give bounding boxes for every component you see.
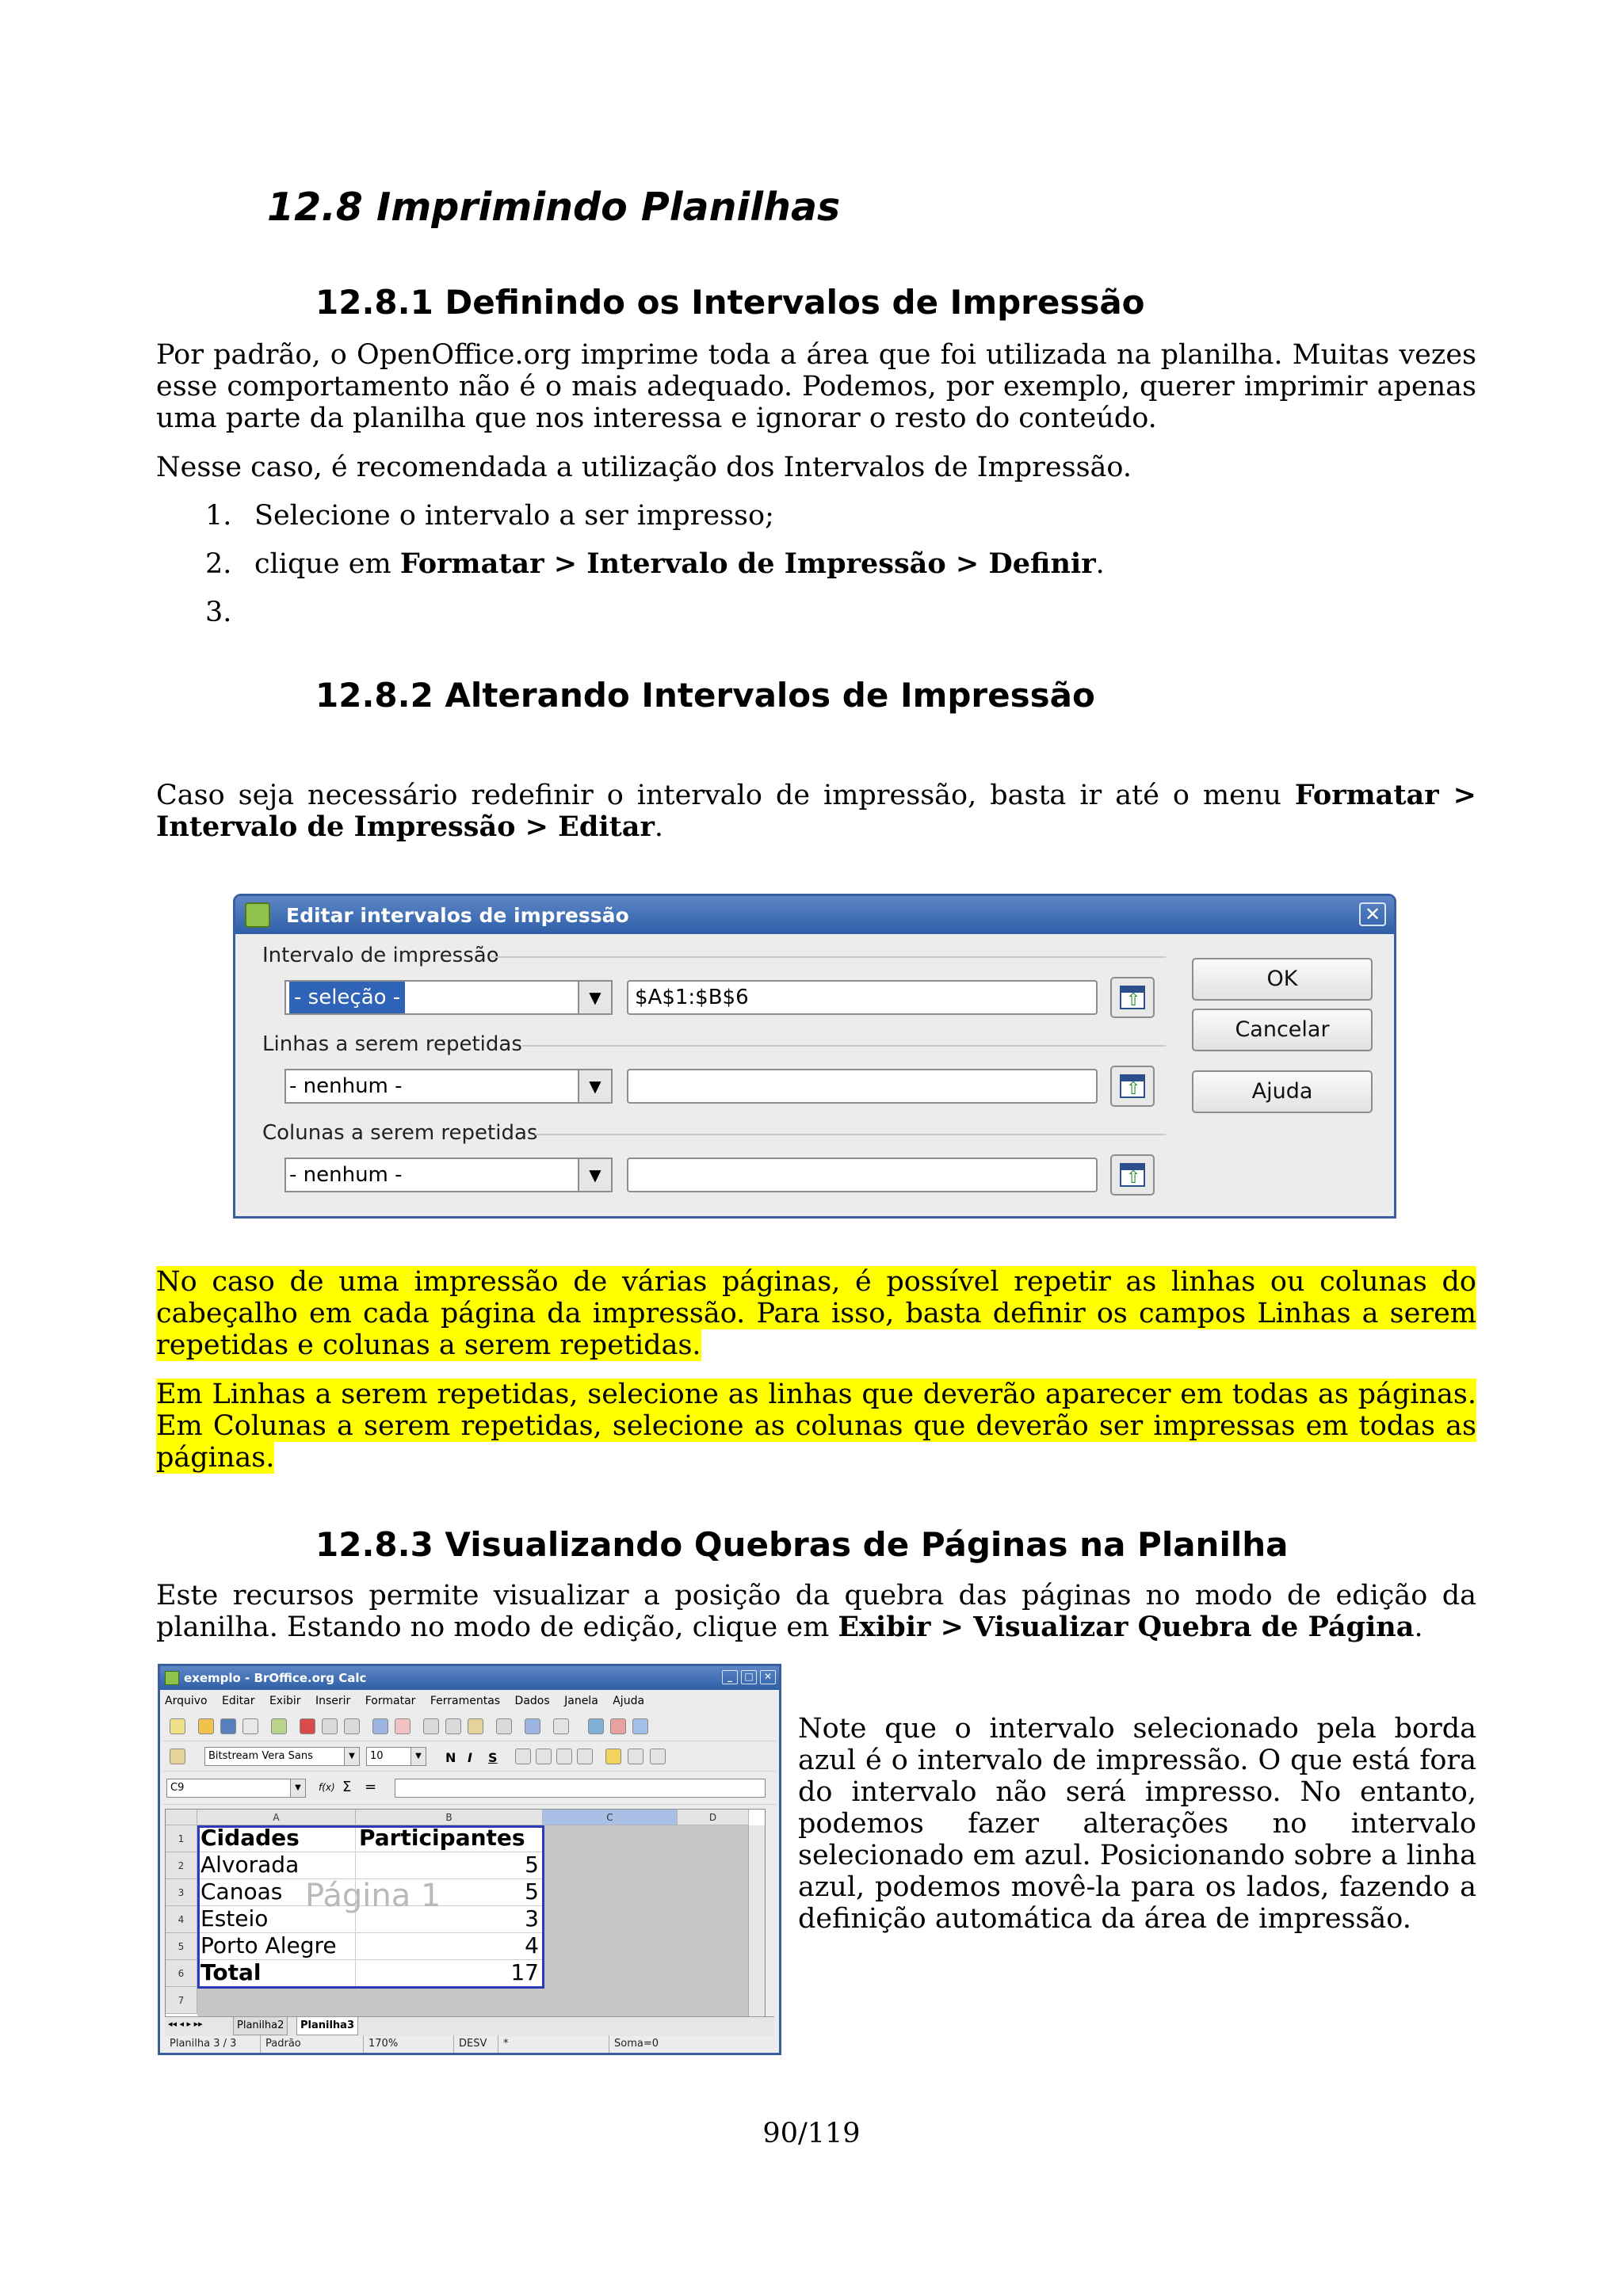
row-header[interactable]: 2 — [166, 1852, 197, 1879]
name-box[interactable]: C9 ▼ — [166, 1779, 306, 1798]
outside-print-area — [197, 1987, 543, 2017]
cut-icon[interactable] — [423, 1718, 439, 1734]
italic-button[interactable]: I — [468, 1750, 472, 1765]
column-header-d[interactable]: D — [678, 1810, 749, 1825]
group-divider — [535, 1134, 1166, 1135]
redo-icon[interactable] — [553, 1718, 569, 1734]
cell-b3[interactable]: 5 — [356, 1879, 543, 1906]
corner-cell[interactable] — [166, 1810, 197, 1825]
cell-b6[interactable]: 17 — [356, 1960, 543, 1987]
menu-ajuda[interactable]: Ajuda — [613, 1695, 645, 1707]
menu-formatar[interactable]: Formatar — [365, 1695, 416, 1707]
print-range-combo[interactable]: - seleção - ▼ — [285, 980, 613, 1015]
function-icon[interactable]: = — [365, 1779, 377, 1795]
status-bar — [165, 2035, 774, 2053]
list-item-2: clique em Formatar > Intervalo de Impressão > Definir. — [254, 547, 1105, 580]
cell-a1[interactable]: Cidades — [197, 1825, 356, 1852]
list-number-1: 1. — [205, 500, 232, 532]
menu-janela[interactable]: Janela — [564, 1695, 598, 1707]
calc-app-icon — [165, 1671, 179, 1685]
print-icon[interactable] — [322, 1718, 338, 1734]
row-header[interactable]: 5 — [166, 1933, 197, 1960]
font-size-combo[interactable]: 10 ▼ — [366, 1747, 426, 1766]
page-number: 90/119 — [762, 2118, 861, 2149]
chevron-down-icon: ▼ — [578, 1070, 611, 1102]
cell-a6[interactable]: Total — [197, 1960, 356, 1987]
menu-dados[interactable]: Dados — [514, 1695, 550, 1707]
page-watermark: Página 1 — [305, 1878, 441, 1914]
auto-spellcheck-icon[interactable] — [395, 1718, 411, 1734]
bold-button[interactable]: N — [445, 1750, 456, 1765]
cell-b4[interactable]: 3 — [356, 1906, 543, 1933]
cancel-button[interactable]: Cancelar — [1192, 1009, 1373, 1051]
spellcheck-icon[interactable] — [372, 1718, 388, 1734]
chevron-down-icon: ▼ — [411, 1748, 426, 1765]
column-header-c[interactable]: C — [543, 1810, 678, 1825]
paragraph-s1-p2: Nesse caso, é recomendada a utilização dos Intervalos de Impressão. — [156, 452, 1132, 483]
mail-icon[interactable] — [242, 1718, 258, 1734]
tab-planilha3[interactable]: Planilha3 — [296, 2017, 358, 2035]
list-number-2: 2. — [205, 548, 232, 580]
paragraph-s1-p1: Por padrão, o OpenOffice.org imprime toda a área que foi utilizada na planilha. Muitas vezes esse comportamento não é o mais adequado. Podemos, por exemplo, querer imprimir apenas uma parte da planilha que nos interessa e ignorar o resto do conteúdo. — [156, 339, 1476, 434]
menu-arquivo[interactable]: Arquivo — [165, 1695, 208, 1707]
shrink-icon — [1120, 1074, 1145, 1098]
repeat-rows-input[interactable] — [627, 1069, 1098, 1104]
repeat-columns-input[interactable] — [627, 1158, 1098, 1192]
column-header-b[interactable]: B — [356, 1810, 543, 1825]
shrink-repeat-rows-button[interactable] — [1110, 1066, 1155, 1107]
side-paragraph: Note que o intervalo selecionado pela borda azul é o intervalo de impressão. O que está fora do intervalo não será impresso. No entanto, podemos fazer alterações no intervalo selecionado em azul. Posicionando sobre a linha azul, podemos movê-la para os lados, fazendo a definição automática da área de impressão. — [798, 1713, 1476, 1935]
chevron-down-icon: ▼ — [578, 1159, 611, 1191]
row-header[interactable]: 6 — [166, 1960, 197, 1987]
sheet-tabs — [165, 2016, 774, 2036]
format-paintbrush-icon[interactable] — [496, 1718, 512, 1734]
group-label-repeat-rows: Linhas a serem repetidas — [262, 1032, 522, 1056]
menu-exibir[interactable]: Exibir — [269, 1695, 301, 1707]
status-sheet: Planilha 3 / 3 — [170, 2038, 237, 2050]
percent-format-icon[interactable] — [628, 1749, 643, 1764]
row-header[interactable]: 3 — [166, 1879, 197, 1906]
shrink-print-range-button[interactable] — [1110, 977, 1155, 1018]
print-range-input[interactable]: $A$1:$B$6 — [627, 980, 1098, 1015]
chapter-title: 12.8 Imprimindo Planilhas — [267, 185, 841, 230]
underline-button[interactable]: S — [488, 1750, 498, 1765]
row-header[interactable]: 1 — [166, 1825, 197, 1852]
row-header[interactable]: 4 — [166, 1906, 197, 1933]
highlight-paragraph-1: No caso de uma impressão de várias páginas, é possível repetir as linhas ou colunas do cabeçalho em cada página da impressão. Para isso, basta definir os campos Linhas a serem repetidas e colunas a serem repetidas. — [156, 1266, 1476, 1361]
column-header-a[interactable]: A — [197, 1810, 356, 1825]
section-title-12-8-2: 12.8.2 Alterando Intervalos de Impressão — [315, 676, 1095, 715]
chevron-down-icon: ▼ — [578, 982, 611, 1013]
calc-app-icon — [245, 902, 270, 928]
print-range-border[interactable] — [197, 1825, 544, 1989]
align-left-icon[interactable] — [515, 1749, 531, 1764]
dialog-title: Editar intervalos de impressão — [286, 904, 629, 927]
font-name-combo[interactable]: Bitstream Vera Sans ▼ — [204, 1747, 360, 1766]
close-icon[interactable]: ✕ — [1359, 902, 1386, 926]
align-center-icon[interactable] — [536, 1749, 552, 1764]
open-folder-icon[interactable] — [198, 1718, 214, 1734]
styles-icon[interactable] — [170, 1749, 185, 1764]
vertical-scrollbar[interactable] — [748, 1825, 765, 2017]
maximize-icon[interactable]: □ — [741, 1670, 757, 1684]
highlight-paragraph-2: Em Linhas a serem repetidas, selecione as linhas que deverão aparecer em todas as páginas. Em Colunas a serem repetidas, selecione as colunas que deverão ser impressas em todas as páginas. — [156, 1379, 1476, 1474]
calc-menubar — [165, 1691, 774, 1711]
sum-icon[interactable]: Σ — [342, 1779, 352, 1795]
cell-b2[interactable]: 5 — [356, 1852, 543, 1879]
cell-b1[interactable]: Participantes — [356, 1825, 543, 1852]
sort-ascending-icon[interactable] — [610, 1718, 626, 1734]
status-selection-mode[interactable]: DESV — [453, 2035, 487, 2053]
spreadsheet-grid[interactable] — [165, 1809, 766, 2018]
calc-window-title: exemplo - BrOffice.org Calc — [184, 1671, 367, 1685]
section-title-12-8-1: 12.8.1 Definindo os Intervalos de Impressão — [315, 283, 1145, 322]
justify-icon[interactable] — [577, 1749, 593, 1764]
formula-input[interactable] — [395, 1779, 766, 1798]
edit-print-ranges-dialog — [233, 894, 1396, 1219]
shrink-repeat-columns-button[interactable] — [1110, 1154, 1155, 1196]
cell-a4[interactable]: Esteio — [197, 1906, 356, 1933]
minimize-icon[interactable]: _ — [722, 1670, 738, 1684]
chevron-down-icon: ▼ — [344, 1748, 359, 1765]
align-right-icon[interactable] — [556, 1749, 572, 1764]
function-wizard-icon[interactable]: f(x) — [319, 1782, 335, 1793]
cell-b5[interactable]: 4 — [356, 1933, 543, 1960]
edit-file-icon[interactable] — [271, 1718, 287, 1734]
page-preview-icon[interactable] — [344, 1718, 360, 1734]
status-sum: Soma=0 — [609, 2035, 659, 2053]
status-style: Padrão — [260, 2035, 301, 2053]
currency-format-icon[interactable] — [605, 1749, 621, 1764]
close-icon[interactable]: ✕ — [760, 1670, 776, 1684]
repeat-rows-combo[interactable]: - nenhum - ▼ — [285, 1069, 613, 1104]
row-header[interactable]: 7 — [166, 1987, 197, 2014]
cell-a5[interactable]: Porto Alegre — [197, 1933, 356, 1960]
navigator-icon[interactable] — [588, 1718, 604, 1734]
calc-titlebar — [160, 1666, 779, 1690]
chevron-down-icon: ▼ — [290, 1779, 305, 1797]
formatting-toolbar — [163, 1742, 776, 1772]
tab-nav-arrows-icon[interactable]: ◂◂ ◂ ▸ ▸▸ — [168, 2019, 203, 2029]
shrink-icon — [1120, 986, 1145, 1009]
ok-button[interactable]: OK — [1192, 958, 1373, 1001]
cell-a2[interactable]: Alvorada — [197, 1852, 356, 1879]
cell-a3[interactable]: Canoas — [197, 1879, 356, 1906]
outside-print-area — [543, 1825, 749, 2017]
repeat-columns-combo[interactable]: - nenhum - ▼ — [285, 1158, 613, 1192]
paragraph-s3-p1: Este recursos permite visualizar a posição da quebra das páginas no modo de edição da planilha. Estando no modo de edição, clique em Exibir > Visualizar Quebra de Página. — [156, 1580, 1476, 1643]
group-label-print-range: Intervalo de impressão — [262, 944, 499, 967]
dialog-titlebar — [235, 896, 1394, 934]
list-item-1: Selecione o intervalo a ser impresso; — [254, 500, 774, 532]
copy-icon[interactable] — [445, 1718, 461, 1734]
menu-editar[interactable]: Editar — [222, 1695, 255, 1707]
standard-toolbar — [163, 1712, 776, 1741]
tab-planilha2[interactable]: Planilha2 — [233, 2017, 288, 2035]
group-label-repeat-columns: Colunas a serem repetidas — [262, 1121, 538, 1145]
status-modified: * — [498, 2035, 509, 2053]
paste-icon[interactable] — [468, 1718, 483, 1734]
paragraph-s2-p1: Caso seja necessário redefinir o intervalo de impressão, basta ir até o menu Formatar > Intervalo de Impressão > Editar. — [156, 779, 1477, 843]
sort-descending-icon[interactable] — [632, 1718, 648, 1734]
export-pdf-icon[interactable] — [300, 1718, 315, 1734]
undo-icon[interactable] — [525, 1718, 540, 1734]
menu-ferramentas[interactable]: Ferramentas — [430, 1695, 501, 1707]
calc-window-screenshot — [158, 1664, 781, 2055]
group-divider — [522, 1045, 1166, 1047]
number-format-icon[interactable] — [650, 1749, 666, 1764]
menu-inserir[interactable]: Inserir — [315, 1695, 351, 1707]
help-button[interactable]: Ajuda — [1192, 1070, 1373, 1113]
save-icon[interactable] — [220, 1718, 236, 1734]
formula-bar — [163, 1772, 776, 1805]
section-title-12-8-3: 12.8.3 Visualizando Quebras de Páginas na Planilha — [315, 1525, 1289, 1564]
new-doc-icon[interactable] — [170, 1718, 185, 1734]
shrink-icon — [1120, 1163, 1145, 1187]
group-divider — [491, 956, 1166, 958]
status-zoom[interactable]: 170% — [363, 2035, 398, 2053]
list-number-3: 3. — [205, 597, 232, 628]
